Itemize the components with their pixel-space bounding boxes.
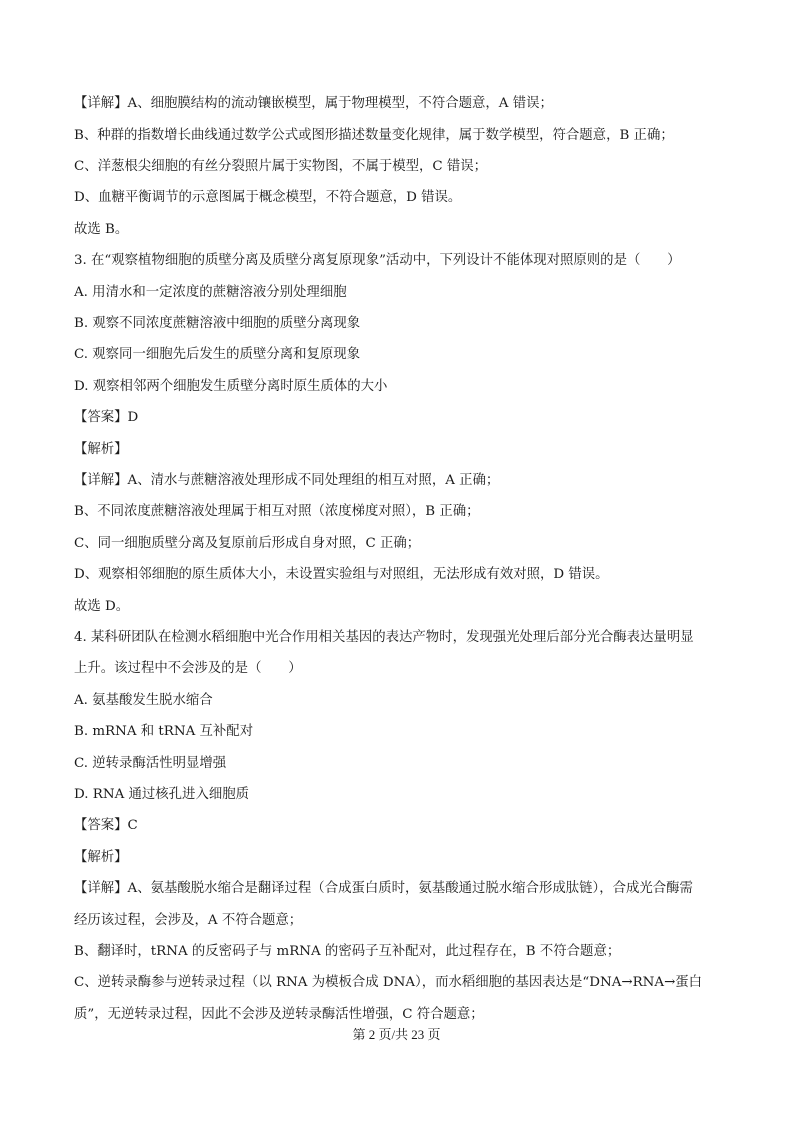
page-number-footer: 第 2 页/共 23 页 [352, 1027, 441, 1042]
text-line: C、洋葱根尖细胞的有丝分裂照片属于实物图，不属于模型，C 错误； [74, 159, 488, 174]
text-line: 【详解】A、细胞膜结构的流动镶嵌模型，属于物理模型，不符合题意，A 错误； [74, 96, 553, 111]
text-line: B、不同浓度蔗糖溶液处理属于相互对照（浓度梯度对照），B 正确； [74, 504, 480, 519]
option-c: C. 逆转录酶活性明显增强 [74, 756, 227, 771]
option-a: A. 用清水和一定浓度的蔗糖溶液分别处理细胞 [74, 285, 347, 300]
option-d: D. RNA 通过核孔进入细胞质 [74, 787, 250, 802]
text-line: 【详解】A、清水与蔗糖溶液处理形成不同处理组的相互对照，A 正确； [74, 473, 500, 488]
analysis-label: 【解析】 [74, 850, 128, 865]
text-line: 【详解】A、氨基酸脱水缩合是翻译过程（合成蛋白质时，氨基酸通过脱水缩合形成肽链），合成光合酶需 [74, 881, 693, 896]
option-b: B. 观察不同浓度蔗糖溶液中细胞的质壁分离现象 [74, 316, 361, 331]
text-line: 经历该过程，会涉及，A 不符合题意； [74, 913, 303, 928]
text-line: D、血糖平衡调节的示意图属于概念模型，不符合题意，D 错误。 [74, 190, 462, 205]
question-stem-cont: 上升。该过程中不会涉及的是（ ） [74, 661, 302, 676]
text-line: D、观察相邻细胞的原生质体大小，未设置实验组与对照组，无法形成有效对照，D 错误。 [74, 567, 609, 582]
text-line: C、同一细胞质壁分离及复原前后形成自身对照，C 正确； [74, 536, 421, 551]
option-b: B. mRNA 和 tRNA 互补配对 [74, 724, 254, 739]
question-stem: 4. 某科研团队在检测水稻细胞中光合作用相关基因的表达产物时，发现强光处理后部分光合酶表达量明显 [74, 630, 694, 645]
text-line: 故选 D。 [74, 599, 130, 614]
text-line: 质”，无逆转录过程，因此不会涉及逆转录酶活性增强，C 符合题意； [74, 1007, 484, 1022]
answer-label: 【答案】D [74, 410, 139, 425]
option-c: C. 观察同一细胞先后发生的质壁分离和复原现象 [74, 347, 361, 362]
option-a: A. 氨基酸发生脱水缩合 [74, 693, 213, 708]
answer-label: 【答案】C [74, 818, 138, 833]
question-stem: 3. 在“观察植物细胞的质壁分离及质壁分离复原现象”活动中，下列设计不能体现对照原则的是（ ） [74, 253, 681, 268]
option-d: D. 观察相邻两个细胞发生质壁分离时原生质体的大小 [74, 379, 388, 394]
text-line: B、种群的指数增长曲线通过数学公式或图形描述数量变化规律，属于数学模型，符合题意，B 正确； [74, 128, 674, 143]
text-line: 故选 B。 [74, 222, 129, 237]
text-line: C、逆转录酶参与逆转录过程（以 RNA 为模板合成 DNA），而水稻细胞的基因表达是“DNA→RNA→蛋白 [74, 975, 703, 990]
text-line: B、翻译时，tRNA 的反密码子与 mRNA 的密码子互补配对，此过程存在，B 不符合题意； [74, 944, 621, 959]
analysis-label: 【解析】 [74, 442, 128, 457]
